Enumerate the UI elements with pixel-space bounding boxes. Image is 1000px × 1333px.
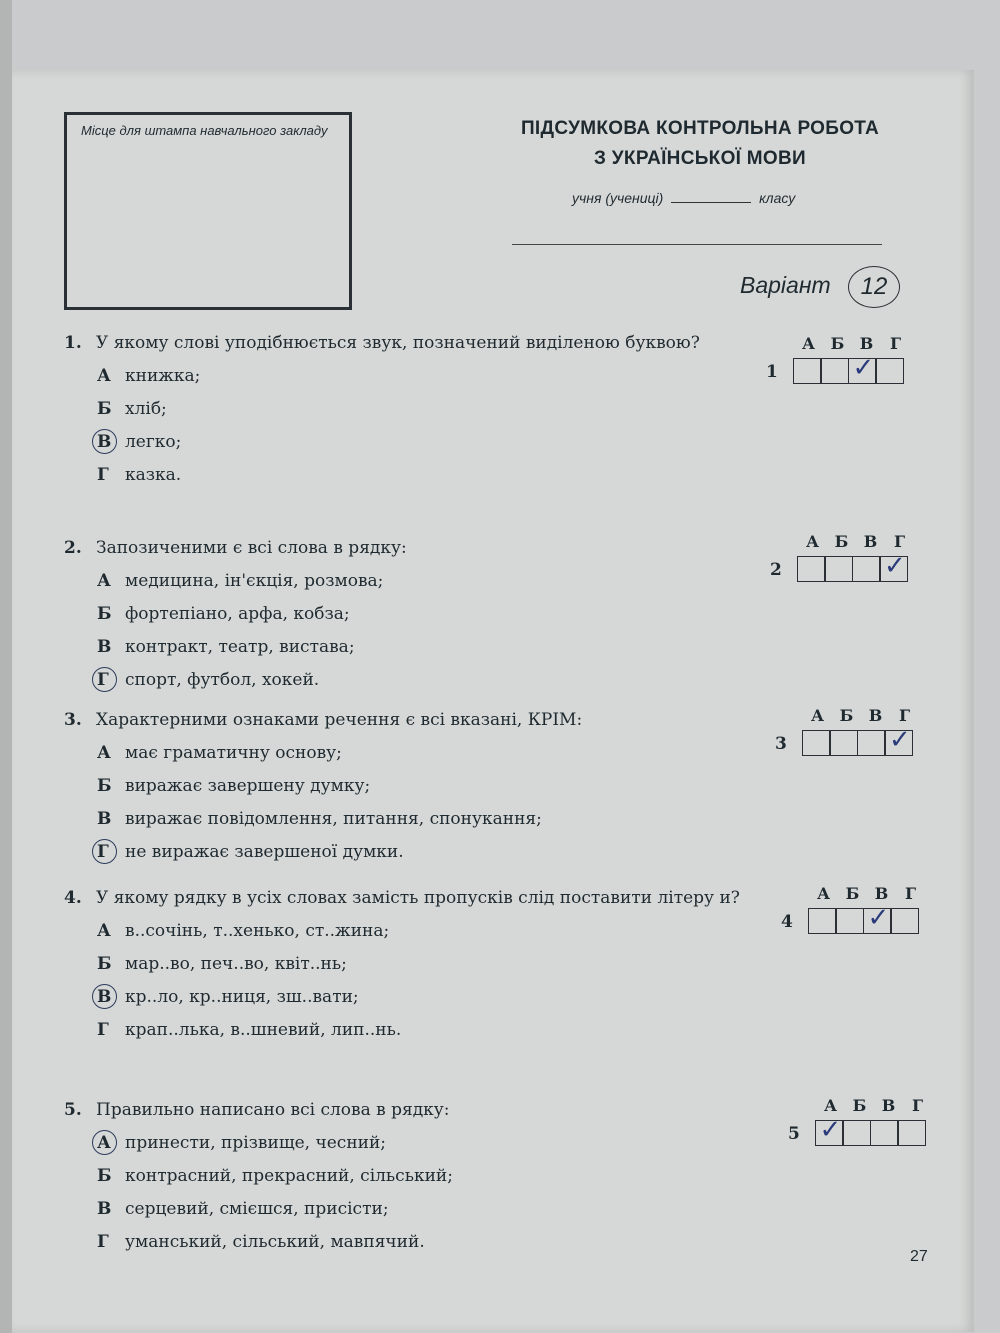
option-text: не виражає завершеної думки.: [125, 842, 404, 862]
question-text: [64, 1097, 776, 1123]
grid-letter: Г: [893, 532, 906, 551]
option-letter: В: [97, 984, 111, 1010]
class-blank[interactable]: [671, 202, 751, 203]
answer-option[interactable]: [64, 1229, 776, 1255]
option-letter: В: [97, 429, 111, 455]
title-line-2: З УКРАЇНСЬКОЇ МОВИ: [594, 148, 806, 169]
answer-cell[interactable]: [890, 908, 919, 934]
question-prompt: У якому слові уподібнюється звук, позначений виділеною буквою?: [96, 333, 700, 353]
question-5: [64, 1097, 776, 1255]
option-text: в..сочінь, т..хенько, ст..жина;: [125, 921, 390, 941]
grid-letter: Б: [839, 706, 854, 725]
answer-cell[interactable]: [824, 556, 853, 582]
answer-cell-checked[interactable]: [879, 556, 908, 582]
option-letter: Г: [97, 1232, 109, 1252]
variant-number: 12: [848, 266, 900, 308]
answer-cells: [794, 358, 904, 384]
answer-grid-letters: [816, 1096, 946, 1115]
question-prompt: Запозиченими є всі слова в рядку:: [96, 538, 407, 558]
option-letter: А: [97, 571, 111, 591]
option-letter: А: [97, 366, 111, 386]
pupil-line: [572, 190, 795, 206]
option-text: медицина, ін'єкція, розмова;: [125, 571, 384, 591]
class-label: класу: [759, 190, 796, 206]
answer-option[interactable]: [64, 773, 776, 799]
option-letter: Б: [97, 1166, 112, 1186]
name-line[interactable]: [512, 244, 882, 245]
grid-letter: Б: [834, 532, 849, 551]
answer-row-number: 4: [781, 912, 793, 932]
question-prompt: У якому рядку в усіх словах замість пропусків слід поставити літеру и?: [96, 888, 740, 908]
answer-cell-checked[interactable]: [884, 730, 913, 756]
answer-option[interactable]: [64, 667, 776, 693]
option-letter: Б: [97, 776, 112, 796]
grid-letter: В: [868, 706, 883, 725]
answer-cell[interactable]: [793, 358, 822, 384]
question-4: [64, 885, 776, 1043]
answer-cells: [809, 908, 919, 934]
answer-cell-checked[interactable]: [815, 1120, 844, 1146]
option-letter: Б: [97, 604, 112, 624]
option-letter: А: [97, 1130, 111, 1156]
answer-option[interactable]: [64, 1130, 776, 1156]
answer-cell-checked[interactable]: [848, 358, 877, 384]
book-binding: [0, 0, 12, 1333]
answer-grid-letters: [794, 334, 924, 353]
grid-letter: Б: [830, 334, 845, 353]
answer-cells: [803, 730, 913, 756]
option-letter: Г: [97, 465, 109, 485]
option-text: мар..во, печ..во, квіт..нь;: [125, 954, 347, 974]
option-text: легко;: [125, 432, 182, 452]
answer-option[interactable]: [64, 918, 776, 944]
answer-grid-letters: [798, 532, 928, 551]
answer-cell[interactable]: [870, 1120, 899, 1146]
answer-option[interactable]: [64, 429, 776, 455]
answer-cell-checked[interactable]: [863, 908, 892, 934]
answer-grid-letters: [809, 884, 939, 903]
grid-letter: Г: [898, 706, 911, 725]
question-text: [64, 330, 776, 356]
grid-letter: А: [823, 1096, 838, 1115]
pupil-label: учня (учениці): [572, 190, 664, 206]
option-text: виражає завершену думку;: [125, 776, 371, 796]
answer-row-number: 1: [766, 362, 778, 382]
answer-option[interactable]: [64, 806, 776, 832]
answer-row-number: 5: [788, 1124, 800, 1144]
question-3: [64, 707, 776, 865]
option-letter: Г: [97, 667, 109, 693]
page-number: 27: [910, 1248, 928, 1265]
grid-letter: А: [810, 706, 825, 725]
question-text: [64, 885, 776, 911]
option-text: серцевий, смієшся, присісти;: [125, 1199, 389, 1219]
question-number: 2.: [64, 538, 82, 558]
option-text: спорт, футбол, хокей.: [125, 670, 320, 690]
grid-letter: А: [816, 884, 831, 903]
option-letter: А: [97, 921, 111, 941]
grid-letter: В: [874, 884, 889, 903]
answer-cell[interactable]: [875, 358, 904, 384]
answer-option[interactable]: [64, 951, 776, 977]
answer-option[interactable]: [64, 1017, 776, 1043]
option-letter: Б: [97, 399, 112, 419]
stamp-box: [64, 112, 352, 310]
question-prompt: Правильно написано всі слова в рядку:: [96, 1100, 450, 1120]
option-text: контракт, театр, вистава;: [125, 637, 355, 657]
stamp-label: Місце для штампа навчального закладу: [81, 123, 328, 138]
grid-letter: Г: [911, 1096, 924, 1115]
answer-cell[interactable]: [897, 1120, 926, 1146]
grid-letter: Б: [845, 884, 860, 903]
answer-option[interactable]: [64, 839, 776, 865]
option-text: крап..лька, в..шневий, лип..нь.: [125, 1020, 402, 1040]
grid-letter: А: [801, 334, 816, 353]
grid-letter: А: [805, 532, 820, 551]
variant-label: Варіант: [740, 272, 831, 298]
answer-cell[interactable]: [829, 730, 858, 756]
answer-option[interactable]: [64, 568, 776, 594]
question-1: [64, 330, 776, 488]
grid-letter: В: [863, 532, 878, 551]
option-text: кр..ло, кр..ниця, зш..вати;: [125, 987, 359, 1007]
answer-option[interactable]: [64, 634, 776, 660]
answer-cell[interactable]: [857, 730, 886, 756]
option-text: має граматичну основу;: [125, 743, 342, 763]
option-letter: Г: [97, 1020, 109, 1040]
answer-cells: [816, 1120, 926, 1146]
option-letter: В: [97, 637, 112, 657]
answer-option[interactable]: [64, 1196, 776, 1222]
answer-cell[interactable]: [797, 556, 826, 582]
answer-option[interactable]: [64, 363, 776, 389]
option-letter: А: [97, 743, 111, 763]
answer-row-number: 2: [770, 560, 782, 580]
answer-option[interactable]: [64, 601, 776, 627]
answer-option[interactable]: [64, 1163, 776, 1189]
grid-letter: Б: [852, 1096, 867, 1115]
question-number: 4.: [64, 888, 82, 908]
answer-cell[interactable]: [802, 730, 831, 756]
question-number: 1.: [64, 333, 82, 353]
question-text: [64, 707, 776, 733]
option-text: хліб;: [125, 399, 167, 419]
grid-letter: Г: [904, 884, 917, 903]
title-line-1: ПІДСУМКОВА КОНТРОЛЬНА РОБОТА: [520, 118, 880, 139]
answer-cells: [798, 556, 908, 582]
grid-letter: В: [859, 334, 874, 353]
answer-grid-letters: [803, 706, 933, 725]
option-text: контрасний, прекрасний, сільський;: [125, 1166, 453, 1186]
option-letter: Б: [97, 954, 112, 974]
option-text: уманський, сільський, мавпячий.: [125, 1232, 425, 1252]
option-text: казка.: [125, 465, 182, 485]
answer-option[interactable]: [64, 462, 776, 488]
grid-letter: Г: [889, 334, 902, 353]
option-text: фортепіано, арфа, кобза;: [125, 604, 350, 624]
question-text: [64, 535, 776, 561]
option-text: принести, прізвище, чесний;: [125, 1133, 387, 1153]
grid-letter: В: [881, 1096, 896, 1115]
question-2: [64, 535, 776, 693]
answer-cell[interactable]: [842, 1120, 871, 1146]
option-letter: Г: [97, 839, 109, 865]
option-letter: В: [97, 1199, 112, 1219]
question-prompt: Характерними ознаками речення є всі вказані, КРІМ:: [96, 710, 583, 730]
answer-option[interactable]: [64, 984, 776, 1010]
answer-cell[interactable]: [820, 358, 849, 384]
answer-cell[interactable]: [852, 556, 881, 582]
question-number: 3.: [64, 710, 82, 730]
answer-option[interactable]: [64, 740, 776, 766]
answer-cell[interactable]: [808, 908, 837, 934]
option-text: виражає повідомлення, питання, спонукання;: [125, 809, 542, 829]
question-number: 5.: [64, 1100, 82, 1120]
option-text: книжка;: [125, 366, 201, 386]
answer-option[interactable]: [64, 396, 776, 422]
answer-row-number: 3: [775, 734, 787, 754]
answer-cell[interactable]: [835, 908, 864, 934]
option-letter: В: [97, 809, 112, 829]
